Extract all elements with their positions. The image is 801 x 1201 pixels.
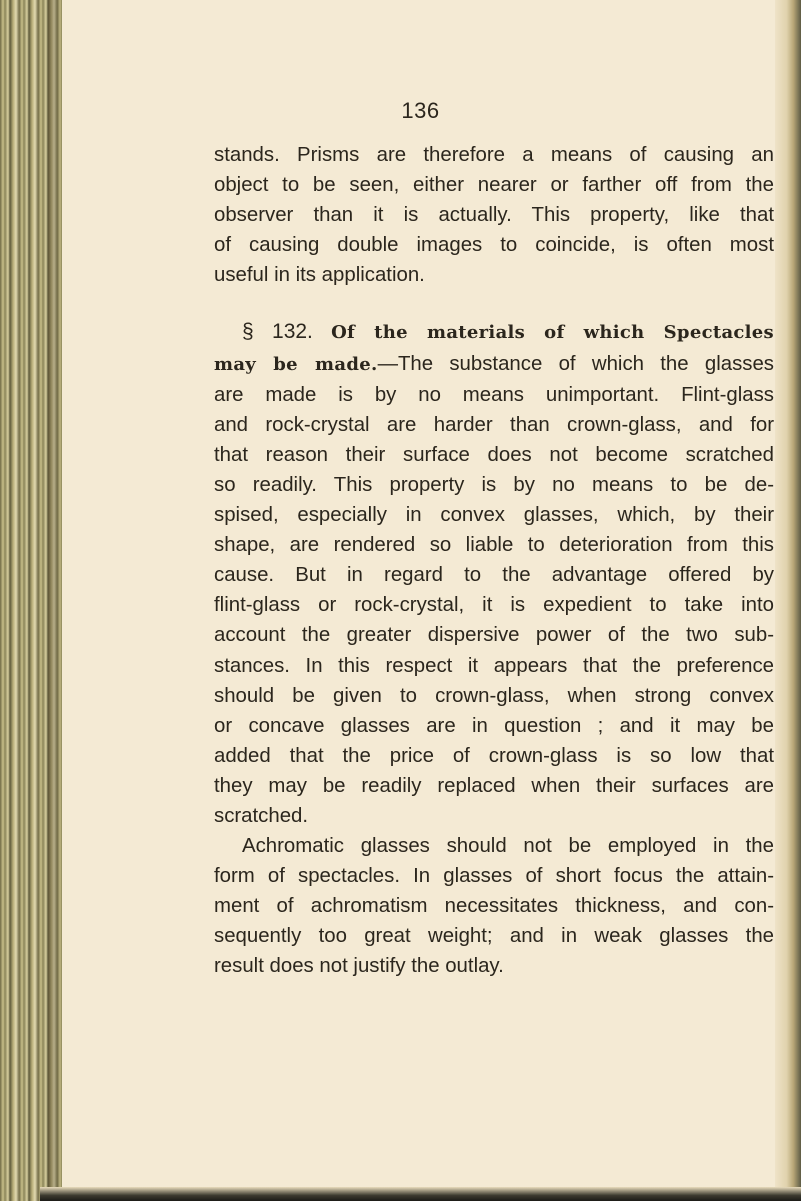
section-heading-line xyxy=(214,317,774,348)
text-line: that reason their surface does not become scratched xyxy=(214,443,774,466)
text-line: stands. Prisms are therefore a means of causing an xyxy=(214,144,774,166)
text-line: so readily. This property is by no means to be de- xyxy=(214,473,774,496)
text-line: Achromatic glasses should not be employed in the xyxy=(242,835,774,858)
text-line: flint-glass or rock-crystal, it is expedient to take into xyxy=(214,594,774,617)
text-line: should be given to crown-glass, when strong convex xyxy=(214,684,774,707)
text-line: spised, especially in convex glasses, which, by their xyxy=(214,504,774,527)
page-right-edge xyxy=(775,0,801,1201)
text-line: account the greater dispersive power of the two sub- xyxy=(214,624,774,647)
text-line: cause. But in regard to the advantage offered by xyxy=(214,564,774,587)
text-line: form of spectacles. In glasses of short focus the attain- xyxy=(214,865,774,888)
text-line: are made is by no means unimportant. Flint-glass xyxy=(214,383,774,406)
text-line: stances. In this respect it appears that the preference xyxy=(214,654,774,677)
section-heading-part-2: may be made. xyxy=(214,353,378,375)
page-number: 136 xyxy=(401,98,440,123)
section-lead-text: —The substance of which the glasses xyxy=(377,352,774,375)
text-line: added that the price of crown-glass is so low that xyxy=(214,744,774,767)
page-body xyxy=(214,140,774,982)
text-line: useful in its application. xyxy=(214,264,425,287)
text-line: of causing double images to coincide, is often most xyxy=(214,234,774,257)
paragraph-3 xyxy=(214,831,774,981)
text-line: sequently too great weight; and in weak glasses the xyxy=(214,925,774,948)
section-number: § 132. xyxy=(242,320,313,344)
section-heading-part-1: Of the materials of which Spectacles xyxy=(331,322,774,344)
page-bottom-edge xyxy=(40,1187,801,1201)
section-heading-line-2 xyxy=(214,349,774,380)
text-line: and rock-crystal are harder than crown-glass, and for xyxy=(214,413,774,436)
text-line: they may be readily replaced when their surfaces are xyxy=(214,774,774,797)
text-line: ment of achromatism necessitates thickness, and con- xyxy=(214,895,774,918)
book-binding-edge xyxy=(0,0,62,1201)
text-line: observer than it is actually. This property, like that xyxy=(214,204,774,227)
text-line: or concave glasses are in question ; and it may be xyxy=(214,714,774,737)
text-line: result does not justify the outlay. xyxy=(214,955,504,978)
text-line: object to be seen, either nearer or farther off from the xyxy=(214,174,774,197)
text-line: scratched. xyxy=(214,804,309,827)
paragraph-2 xyxy=(214,317,774,831)
paragraph-1 xyxy=(214,140,774,290)
text-line: shape, are rendered so liable to deterioration from this xyxy=(214,534,774,557)
